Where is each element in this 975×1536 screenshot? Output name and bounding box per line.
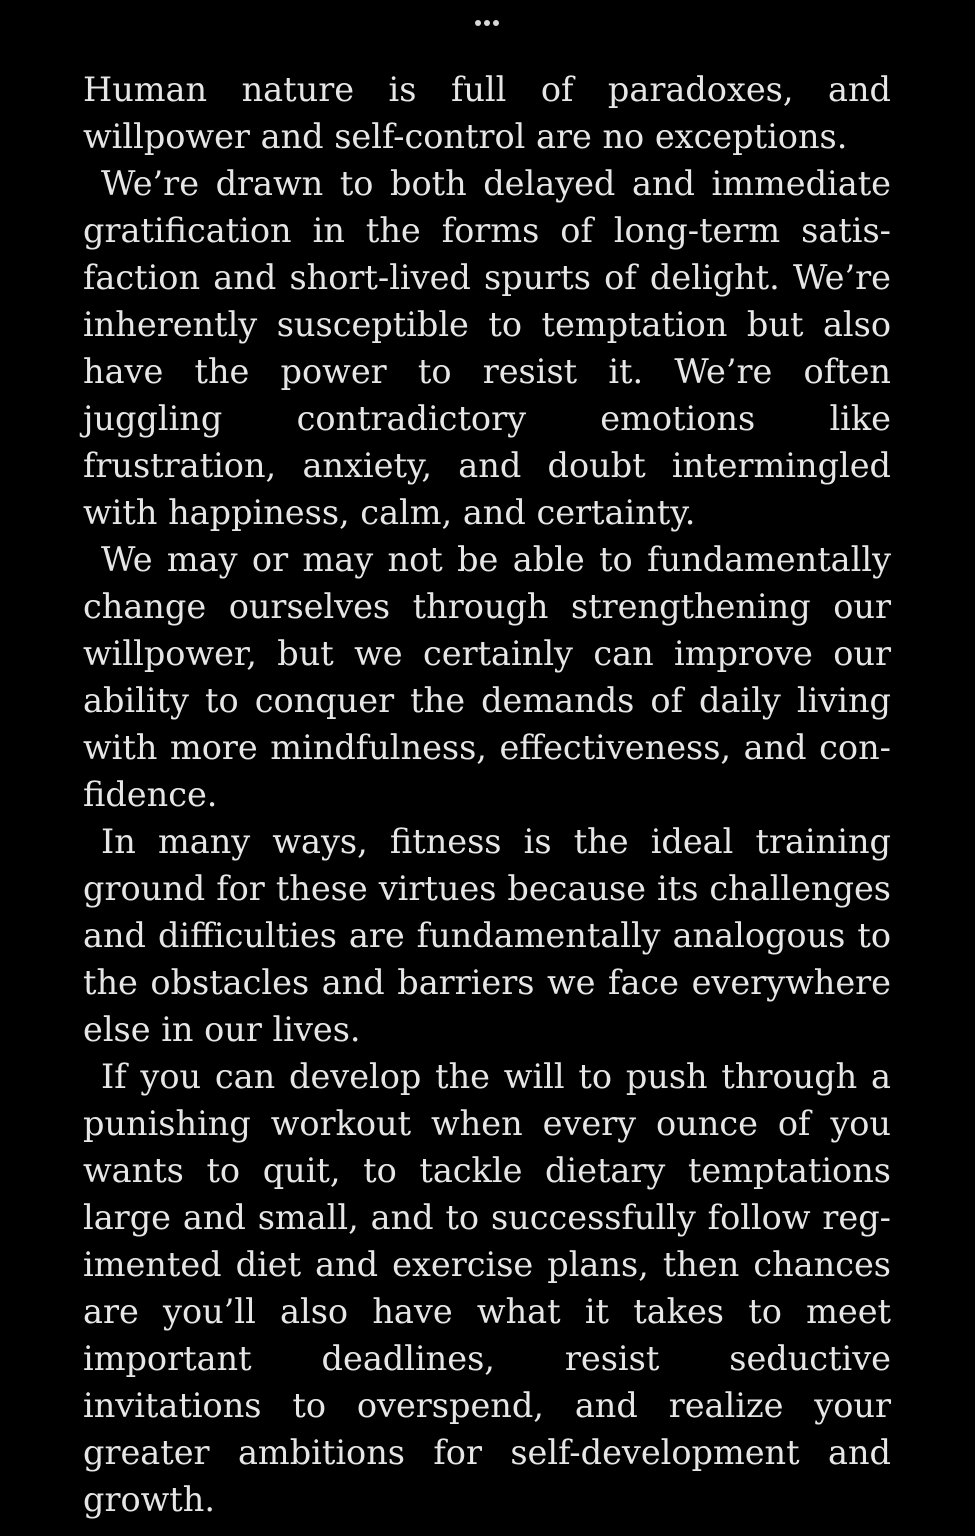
paragraph: If you can develop the will to push through a punishing workout when every ounce of you wants to quit, to tackle dietary temptations large and small, and to successfully follow regimented diet and exercise plans, then chances are you’ll also have what it takes to meet important deadlines, resist seductive invitations to overspend, and realize your greater ambitions for self-development and growth. bbox=[83, 1057, 891, 1519]
more-options-icon[interactable] bbox=[465, 12, 509, 34]
paragraph: Human nature is full of paradoxes, and willpower and self-control are no exceptions. bbox=[83, 70, 891, 156]
dot bbox=[475, 20, 481, 26]
dot bbox=[493, 20, 499, 26]
book-text[interactable] bbox=[83, 66, 891, 1523]
paragraph: In many ways, fitness is the ideal training ground for these virtues because its challenges and difficulties are fundamentally analogous to the obstacles and barriers we face everywhere else in our lives. bbox=[83, 822, 891, 1049]
dot bbox=[484, 20, 490, 26]
paragraph: We may or may not be able to fundamentally change ourselves through strengthening our willpower, but we certainly can improve our ability to conquer the demands of daily living with more mindfulness, effectiveness, and confidence. bbox=[83, 540, 891, 814]
paragraph: We’re drawn to both delayed and immediate gratification in the forms of long-term satisfaction and short-lived spurts of delight. We’re inherently susceptible to temptation but also have the power to resist it. We’re often juggling contradictory emotions like frustration, anxiety, and doubt intermingled with happiness, calm, and certainty. bbox=[83, 164, 891, 532]
